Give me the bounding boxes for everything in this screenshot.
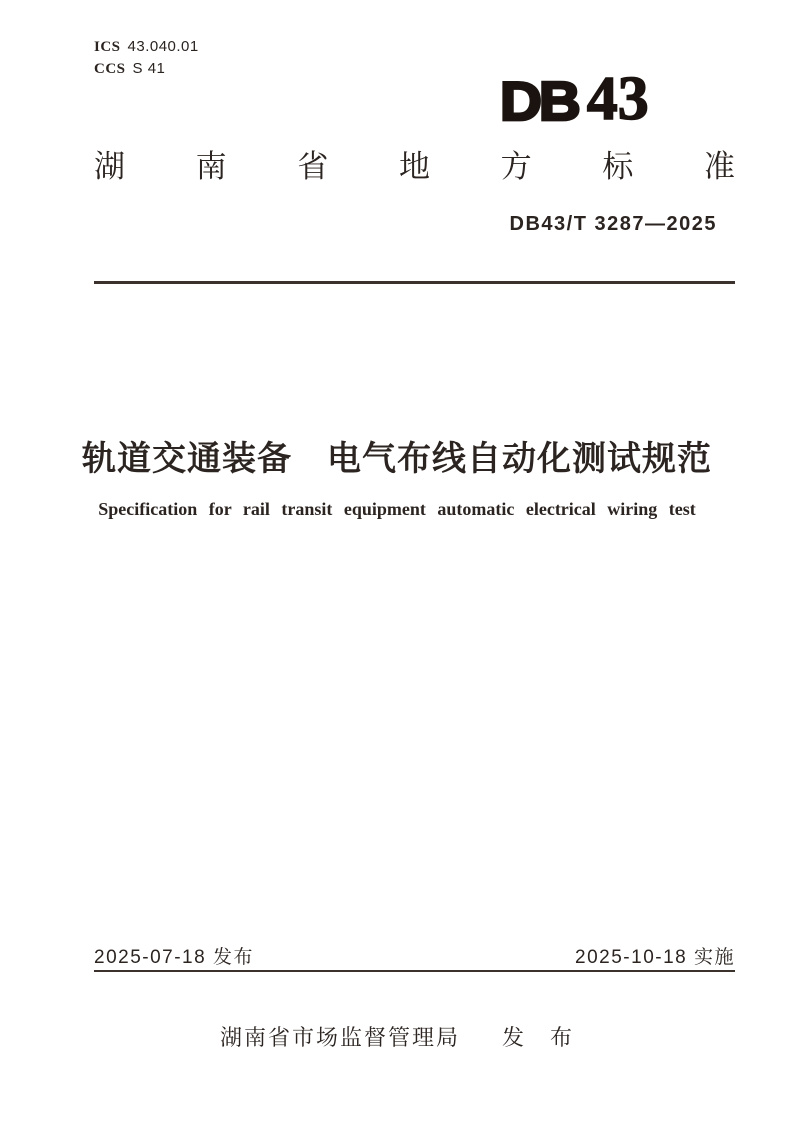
db43-logo-region-code: 43	[586, 65, 649, 133]
standard-number: DB43/T 3287—2025	[509, 213, 717, 235]
issue-date: 2025-07-18 发布	[94, 947, 254, 968]
publish-word: 发 布	[502, 1025, 575, 1050]
ccs-line	[94, 58, 199, 80]
document-title-en: Specification for rail transit equipment automatic electrical wiring test	[98, 499, 696, 519]
ics-line	[94, 36, 199, 58]
document-title-cn: 轨道交通装备 电气布线自动化测试规范	[82, 440, 712, 478]
implement-date: 2025-10-18 实施	[575, 947, 735, 968]
ccs-label: CCS	[94, 61, 126, 77]
classification-codes	[94, 36, 199, 80]
db43-logo-prefix: DB	[500, 70, 578, 133]
dates-row	[94, 942, 735, 969]
banner-title-cn: 湖南省地方标准	[94, 149, 735, 184]
issuer-name: 湖南省市场监督管理局	[219, 1025, 460, 1050]
ccs-value: S 41	[132, 60, 166, 77]
ics-label: ICS	[94, 39, 121, 55]
bottom-divider-rule	[94, 970, 735, 972]
db43-logo	[500, 64, 649, 133]
publisher-row	[0, 1021, 794, 1052]
top-divider-rule	[94, 281, 735, 284]
ics-value: 43.040.01	[127, 38, 199, 55]
